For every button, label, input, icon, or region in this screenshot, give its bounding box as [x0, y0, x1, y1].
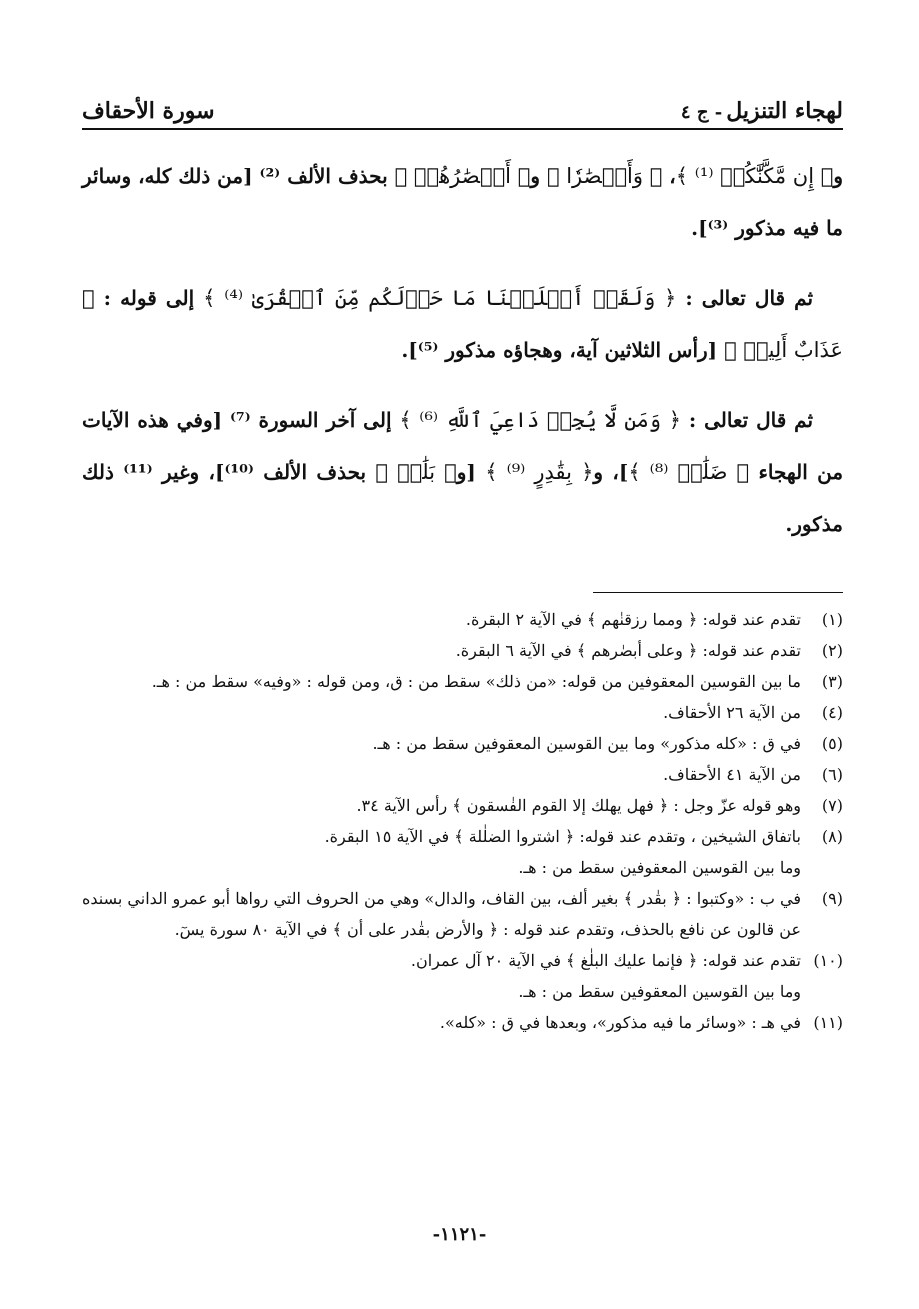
footnote-text: [82, 821, 801, 883]
footnote-line: تقدم عند قوله: ﴿ وعلى أبصٰرهم ﴾ في الآية ٦ البقرة.: [455, 641, 801, 660]
surah-title: سورة الأحقاف: [82, 98, 215, 124]
footnote-line: وهو قوله عزّ وجل : ﴿ فهل يهلك إلا القوم الفٰسقون ﴾ رأس الآية ٣٤.: [356, 796, 801, 815]
footnote-number: (٤): [821, 703, 843, 722]
footnote-text: [82, 790, 801, 821]
text: إلى آخر السورة ⁽⁷⁾: [222, 408, 400, 432]
book-title: [681, 98, 843, 124]
text: [و: [456, 460, 486, 484]
text: ثم قال تعالى :: [681, 408, 814, 432]
footnote-text: [82, 759, 801, 790]
text: بحذف الألف ⁽²⁾: [252, 164, 395, 188]
text: إلى قوله :: [94, 286, 204, 310]
footnote-separator: [593, 592, 843, 593]
footnote-text: [82, 635, 801, 666]
volume-label: - ج ٤: [680, 102, 723, 123]
footnote-line: في ب : «وكتبوا : ﴿ بقٰدر ﴾ بغير ألف، بين القاف، والدال» وهي من الحروف التي رواها أبو عمرو الداني بسنده عن قالون عن نافع بالحذف، وتقدم عند قوله : ﴿ والأرض بقٰدر على أن ﴾ في الآية ٨٠ سورة يسٓ.: [82, 889, 801, 939]
paragraph-2: [82, 272, 843, 376]
quran-quote: ﴿ بِقَٰدِرٍ ⁽⁹⁾ ﴾: [485, 460, 594, 484]
footnote-line: تقدم عند قوله: ﴿ فإنما عليك البلٰغ ﴾ في الآية ٢٠ آل عمران.: [410, 951, 801, 970]
main-text: [82, 150, 843, 568]
footnote-text: [82, 883, 801, 945]
footnote-number: (٥): [821, 734, 843, 753]
footnote: [82, 790, 843, 821]
footnote-line: وما بين القوسين المعقوفين سقط من : هـ.: [518, 858, 801, 877]
book-title-text: لهجاء التنزيل: [726, 98, 843, 124]
footnote: [82, 945, 843, 1007]
text: و: [833, 164, 844, 188]
footnote-text: [82, 1007, 801, 1038]
page-number: -١١٢١-: [432, 1224, 487, 1245]
bracketed-text: [وفي هذه الآيات من الهجاء: [82, 408, 844, 484]
footnote-text: [82, 728, 801, 759]
footnote-text: [82, 604, 801, 635]
footnote-line: وما بين القوسين المعقوفين سقط من : هـ.: [518, 982, 801, 1001]
footnote-line: باتفاق الشيخين ، وتقدم عند قوله: ﴿ اشتروا الضلٰلة ﴾ في الآية ١٥ البقرة.: [324, 827, 801, 846]
quran-quote: ﴿ بَلَٰغٞ ﴾: [375, 460, 457, 484]
running-header: [82, 78, 843, 130]
footnote-line: ما بين القوسين المعقوفين من قوله: «من ذلك» سقط من : ق، ومن قوله : «وفيه» سقط من : هـ.: [151, 672, 801, 691]
footnote-line: تقدم عند قوله: ﴿ ومما رزقنٰهم ﴾ في الآية ٢ البقرة.: [465, 610, 801, 629]
footnote-number: (١): [821, 610, 843, 629]
footnote-line: في ق : «كله مذكور» وما بين القوسين المعقوفين سقط من : هـ.: [372, 734, 801, 753]
bracketed-text: [من ذلك كله، وسائر ما فيه مذكور ⁽³⁾].: [82, 164, 843, 240]
footnote: [82, 604, 843, 635]
footnote: [82, 821, 843, 883]
quran-quote: ﴿ عَذَابٌ أَلِيمٞ ﴾: [82, 286, 843, 362]
footnote-line: من الآية ٤١ الأحقاف.: [663, 765, 801, 784]
paragraph-3: [82, 394, 843, 550]
footnote-number: (٧): [821, 796, 843, 815]
footnote-line: في هـ : «وسائر ما فيه مذكور»، وبعدها في ق : «كله».: [439, 1013, 801, 1032]
footnote-number: (١٠): [813, 951, 843, 970]
text: و: [530, 164, 547, 188]
footnote-text: [82, 697, 801, 728]
footnote-number: (٨): [821, 827, 843, 846]
text: ]، و: [593, 460, 629, 484]
text: ،: [662, 164, 676, 188]
footnotes: [82, 604, 843, 1038]
quran-quote: ﴿ ضَلَٰلٖ ⁽⁸⁾ ﴾: [628, 460, 750, 484]
footnote: [82, 1007, 843, 1038]
quran-quote: ﴿ إِن مَّكَّنَّٰكُمۡ ⁽¹⁾ ﴾: [675, 164, 834, 188]
footnote: [82, 697, 843, 728]
footnote: [82, 635, 843, 666]
footnote-text: [82, 945, 801, 1007]
footnote: [82, 728, 843, 759]
footnote-number: (٦): [821, 765, 843, 784]
footnote-text: [82, 666, 801, 697]
footnote-line: من الآية ٢٦ الأحقاف.: [663, 703, 801, 722]
quran-quote: ﴿ وَمَن لَّا يُجِبۡ دَاعِيَ ٱللَّهِ ⁽⁶⁾ ﴾: [399, 408, 681, 432]
footnote-number: (١١): [813, 1013, 843, 1032]
footnote-number: (٣): [821, 672, 843, 691]
quran-quote: ﴿ وَلَقَدۡ أَهۡلَكۡنَا مَا حَوۡلَكُم مِّنَ ٱلۡقُرَىٰ ⁽⁴⁾ ﴾: [203, 286, 677, 310]
footnote-number: (٩): [821, 889, 843, 908]
bracketed-text: [رأس الثلاثين آية، وهجاؤه مذكور ⁽⁵⁾].: [401, 338, 725, 362]
text: بحذف الألف ⁽¹⁰⁾]، وغير ⁽¹¹⁾ ذلك مذكور.: [82, 460, 843, 536]
footnote: [82, 759, 843, 790]
text: ثم قال تعالى :: [676, 286, 814, 310]
footnote-number: (٢): [821, 641, 843, 660]
quran-quote: ﴿ وَأَبۡصَٰرٗا ﴾: [546, 164, 663, 188]
paragraph-1: [82, 150, 843, 254]
footnote: [82, 666, 843, 697]
quran-quote: ﴿ أَبۡصَٰرُهُمۡ ﴾: [394, 164, 531, 188]
footnote: [82, 883, 843, 945]
